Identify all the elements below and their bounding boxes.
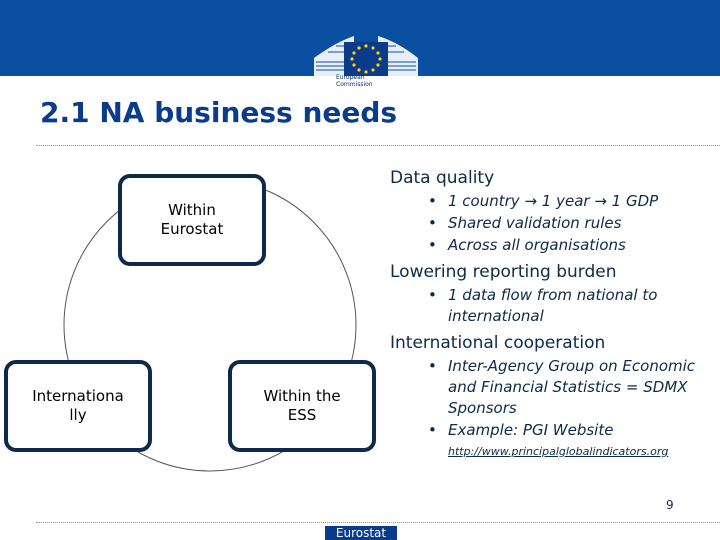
node-within-the-ess — [228, 360, 376, 452]
bullet-item: • Shared validation rules — [390, 213, 720, 234]
node-within-eurostat-label: Within Eurostat — [160, 201, 224, 238]
logo-text-line-1: European — [336, 74, 365, 81]
section-title-reporting-burden: Lowering reporting burden — [390, 262, 617, 282]
bullet-item: • Inter-Agency Group on Economic and Financial Statistics = SDMX Sponsors — [390, 356, 720, 419]
bullet-item: • 1 data flow from national to international — [390, 285, 720, 327]
footer-eurostat-label: Eurostat — [325, 526, 397, 540]
slide-title: 2.1 NA business needs — [40, 96, 398, 129]
bullet-item: • Example: PGI Website — [390, 420, 720, 441]
node-within-eurostat — [118, 174, 266, 266]
section-title-data-quality: Data quality — [390, 168, 495, 188]
footer-divider — [36, 522, 720, 523]
logo-text-line-2: Commission — [336, 81, 373, 88]
title-divider — [36, 145, 720, 146]
node-internationally — [4, 360, 152, 452]
node-internationally-label: Internationa lly — [32, 387, 124, 424]
logo-text — [336, 74, 373, 88]
section-title-international-cooperation: International cooperation — [390, 333, 606, 353]
pgi-website-link[interactable]: http://www.principalglobalindicators.org — [448, 445, 669, 458]
cycle-diagram — [0, 150, 400, 490]
bullet-item: • 1 country → 1 year → 1 GDP — [390, 191, 720, 212]
page-number: 9 — [666, 498, 674, 512]
node-within-the-ess-label: Within the ESS — [263, 387, 341, 424]
bullet-item: • Across all organisations — [390, 235, 720, 256]
needs-list — [390, 166, 720, 458]
